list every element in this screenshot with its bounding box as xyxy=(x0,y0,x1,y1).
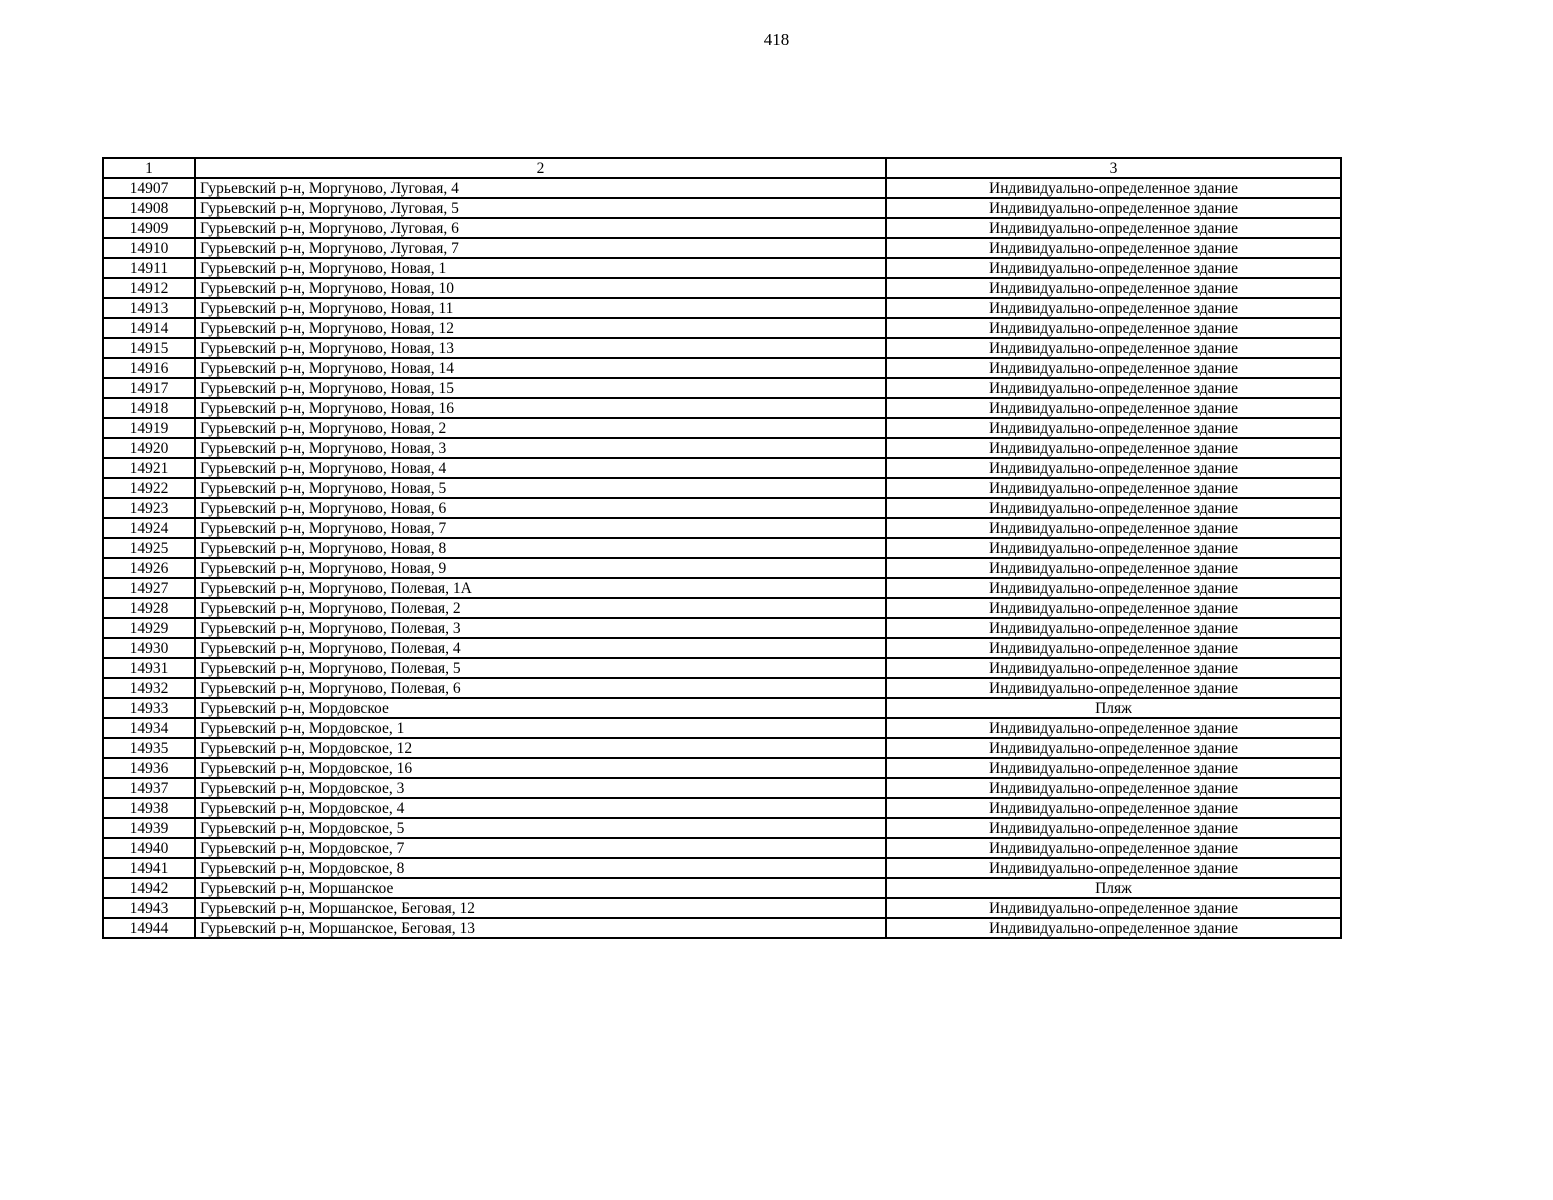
cell-address: Гурьевский р-н, Мордовское, 12 xyxy=(195,738,886,758)
table-row xyxy=(103,878,1341,898)
cell-number: 14912 xyxy=(103,278,195,298)
cell-number: 14936 xyxy=(103,758,195,778)
cell-object-type: Индивидуально-определенное здание xyxy=(886,898,1341,918)
cell-object-type: Индивидуально-определенное здание xyxy=(886,838,1341,858)
column-header-type: 3 xyxy=(886,158,1341,178)
table-row xyxy=(103,338,1341,358)
cell-object-type: Индивидуально-определенное здание xyxy=(886,538,1341,558)
table-row xyxy=(103,898,1341,918)
cell-object-type: Индивидуально-определенное здание xyxy=(886,398,1341,418)
table-row xyxy=(103,518,1341,538)
cell-number: 14911 xyxy=(103,258,195,278)
cell-number: 14909 xyxy=(103,218,195,238)
cell-number: 14932 xyxy=(103,678,195,698)
table-row xyxy=(103,318,1341,338)
cell-address: Гурьевский р-н, Моргуново, Новая, 9 xyxy=(195,558,886,578)
cell-number: 14942 xyxy=(103,878,195,898)
cell-object-type: Пляж xyxy=(886,698,1341,718)
cell-object-type: Индивидуально-определенное здание xyxy=(886,178,1341,198)
cell-number: 14933 xyxy=(103,698,195,718)
table-row xyxy=(103,718,1341,738)
cell-object-type: Индивидуально-определенное здание xyxy=(886,678,1341,698)
cell-object-type: Индивидуально-определенное здание xyxy=(886,338,1341,358)
cell-number: 14943 xyxy=(103,898,195,918)
table-row xyxy=(103,738,1341,758)
cell-object-type: Индивидуально-определенное здание xyxy=(886,478,1341,498)
table-row xyxy=(103,238,1341,258)
cell-number: 14917 xyxy=(103,378,195,398)
cell-address: Гурьевский р-н, Моргуново, Новая, 2 xyxy=(195,418,886,438)
cell-address: Гурьевский р-н, Моргуново, Новая, 16 xyxy=(195,398,886,418)
table-row xyxy=(103,678,1341,698)
registry-table xyxy=(102,157,1342,939)
cell-number: 14926 xyxy=(103,558,195,578)
cell-address: Гурьевский р-н, Мордовское, 4 xyxy=(195,798,886,818)
table-row xyxy=(103,638,1341,658)
cell-number: 14935 xyxy=(103,738,195,758)
cell-number: 14938 xyxy=(103,798,195,818)
cell-address: Гурьевский р-н, Моргуново, Полевая, 1А xyxy=(195,578,886,598)
cell-object-type: Индивидуально-определенное здание xyxy=(886,258,1341,278)
cell-address: Гурьевский р-н, Моргуново, Новая, 8 xyxy=(195,538,886,558)
cell-number: 14925 xyxy=(103,538,195,558)
cell-object-type: Индивидуально-определенное здание xyxy=(886,458,1341,478)
cell-address: Гурьевский р-н, Мордовское, 3 xyxy=(195,778,886,798)
registry-table-body xyxy=(103,158,1341,938)
cell-object-type: Индивидуально-определенное здание xyxy=(886,298,1341,318)
cell-address: Гурьевский р-н, Мордовское, 5 xyxy=(195,818,886,838)
cell-address: Гурьевский р-н, Мордовское, 1 xyxy=(195,718,886,738)
cell-number: 14913 xyxy=(103,298,195,318)
cell-object-type: Индивидуально-определенное здание xyxy=(886,318,1341,338)
cell-number: 14930 xyxy=(103,638,195,658)
cell-object-type: Индивидуально-определенное здание xyxy=(886,918,1341,938)
table-row xyxy=(103,778,1341,798)
cell-object-type: Индивидуально-определенное здание xyxy=(886,578,1341,598)
cell-address: Гурьевский р-н, Моргуново, Луговая, 5 xyxy=(195,198,886,218)
table-row xyxy=(103,358,1341,378)
cell-address: Гурьевский р-н, Моргуново, Новая, 15 xyxy=(195,378,886,398)
table-row xyxy=(103,658,1341,678)
cell-object-type: Индивидуально-определенное здание xyxy=(886,238,1341,258)
table-row xyxy=(103,598,1341,618)
cell-address: Гурьевский р-н, Моргуново, Новая, 11 xyxy=(195,298,886,318)
cell-address: Гурьевский р-н, Моргуново, Новая, 1 xyxy=(195,258,886,278)
table-row xyxy=(103,558,1341,578)
cell-object-type: Индивидуально-определенное здание xyxy=(886,438,1341,458)
table-row xyxy=(103,418,1341,438)
cell-number: 14928 xyxy=(103,598,195,618)
table-row xyxy=(103,178,1341,198)
cell-number: 14940 xyxy=(103,838,195,858)
column-header-address: 2 xyxy=(195,158,886,178)
cell-object-type: Индивидуально-определенное здание xyxy=(886,818,1341,838)
table-header-row xyxy=(103,158,1341,178)
table-row xyxy=(103,278,1341,298)
cell-number: 14934 xyxy=(103,718,195,738)
table-row xyxy=(103,698,1341,718)
cell-address: Гурьевский р-н, Моргуново, Луговая, 6 xyxy=(195,218,886,238)
cell-address: Гурьевский р-н, Моргуново, Полевая, 2 xyxy=(195,598,886,618)
cell-number: 14927 xyxy=(103,578,195,598)
cell-address: Гурьевский р-н, Моргуново, Полевая, 4 xyxy=(195,638,886,658)
cell-number: 14937 xyxy=(103,778,195,798)
cell-address: Гурьевский р-н, Моргуново, Новая, 7 xyxy=(195,518,886,538)
cell-address: Гурьевский р-н, Моргуново, Новая, 6 xyxy=(195,498,886,518)
table-row xyxy=(103,758,1341,778)
table-row xyxy=(103,498,1341,518)
cell-address: Гурьевский р-н, Моргуново, Новая, 12 xyxy=(195,318,886,338)
cell-number: 14908 xyxy=(103,198,195,218)
cell-number: 14922 xyxy=(103,478,195,498)
cell-number: 14915 xyxy=(103,338,195,358)
table-row xyxy=(103,818,1341,838)
cell-address: Гурьевский р-н, Моргуново, Новая, 3 xyxy=(195,438,886,458)
cell-number: 14914 xyxy=(103,318,195,338)
table-row xyxy=(103,838,1341,858)
cell-address: Гурьевский р-н, Мордовское, 7 xyxy=(195,838,886,858)
cell-address: Гурьевский р-н, Мордовское xyxy=(195,698,886,718)
table-row xyxy=(103,618,1341,638)
cell-address: Гурьевский р-н, Моргуново, Луговая, 7 xyxy=(195,238,886,258)
cell-number: 14923 xyxy=(103,498,195,518)
cell-object-type: Индивидуально-определенное здание xyxy=(886,638,1341,658)
cell-number: 14910 xyxy=(103,238,195,258)
cell-object-type: Индивидуально-определенное здание xyxy=(886,418,1341,438)
cell-address: Гурьевский р-н, Моргуново, Новая, 14 xyxy=(195,358,886,378)
cell-number: 14941 xyxy=(103,858,195,878)
cell-object-type: Индивидуально-определенное здание xyxy=(886,758,1341,778)
cell-object-type: Индивидуально-определенное здание xyxy=(886,278,1341,298)
cell-object-type: Индивидуально-определенное здание xyxy=(886,558,1341,578)
column-header-number: 1 xyxy=(103,158,195,178)
cell-object-type: Индивидуально-определенное здание xyxy=(886,778,1341,798)
cell-address: Гурьевский р-н, Моргуново, Полевая, 3 xyxy=(195,618,886,638)
cell-address: Гурьевский р-н, Моргуново, Луговая, 4 xyxy=(195,178,886,198)
cell-object-type: Индивидуально-определенное здание xyxy=(886,598,1341,618)
cell-address: Гурьевский р-н, Мордовское, 8 xyxy=(195,858,886,878)
table-row xyxy=(103,858,1341,878)
cell-object-type: Индивидуально-определенное здание xyxy=(886,618,1341,638)
page-number: 418 xyxy=(763,30,790,49)
cell-number: 14921 xyxy=(103,458,195,478)
cell-number: 14929 xyxy=(103,618,195,638)
table-row xyxy=(103,218,1341,238)
cell-number: 14907 xyxy=(103,178,195,198)
cell-object-type: Индивидуально-определенное здание xyxy=(886,198,1341,218)
table-row xyxy=(103,198,1341,218)
cell-address: Гурьевский р-н, Моргуново, Полевая, 5 xyxy=(195,658,886,678)
cell-address: Гурьевский р-н, Моршанское xyxy=(195,878,886,898)
cell-object-type: Индивидуально-определенное здание xyxy=(886,658,1341,678)
table-row xyxy=(103,258,1341,278)
table-row xyxy=(103,298,1341,318)
cell-object-type: Индивидуально-определенное здание xyxy=(886,498,1341,518)
cell-object-type: Индивидуально-определенное здание xyxy=(886,378,1341,398)
cell-object-type: Индивидуально-определенное здание xyxy=(886,798,1341,818)
table-row xyxy=(103,918,1341,938)
cell-object-type: Индивидуально-определенное здание xyxy=(886,718,1341,738)
table-row xyxy=(103,578,1341,598)
cell-number: 14944 xyxy=(103,918,195,938)
cell-address: Гурьевский р-н, Моршанское, Беговая, 12 xyxy=(195,898,886,918)
table-row xyxy=(103,798,1341,818)
cell-number: 14939 xyxy=(103,818,195,838)
cell-address: Гурьевский р-н, Моргуново, Новая, 4 xyxy=(195,458,886,478)
cell-address: Гурьевский р-н, Моргуново, Полевая, 6 xyxy=(195,678,886,698)
table-row xyxy=(103,398,1341,418)
cell-number: 14931 xyxy=(103,658,195,678)
cell-object-type: Индивидуально-определенное здание xyxy=(886,358,1341,378)
table-row xyxy=(103,478,1341,498)
cell-number: 14924 xyxy=(103,518,195,538)
cell-object-type: Индивидуально-определенное здание xyxy=(886,218,1341,238)
cell-address: Гурьевский р-н, Моргуново, Новая, 5 xyxy=(195,478,886,498)
table-row xyxy=(103,458,1341,478)
cell-number: 14920 xyxy=(103,438,195,458)
cell-object-type: Индивидуально-определенное здание xyxy=(886,738,1341,758)
cell-number: 14919 xyxy=(103,418,195,438)
cell-address: Гурьевский р-н, Моршанское, Беговая, 13 xyxy=(195,918,886,938)
cell-object-type: Индивидуально-определенное здание xyxy=(886,518,1341,538)
cell-object-type: Индивидуально-определенное здание xyxy=(886,858,1341,878)
table-row xyxy=(103,538,1341,558)
cell-address: Гурьевский р-н, Моргуново, Новая, 10 xyxy=(195,278,886,298)
cell-address: Гурьевский р-н, Мордовское, 16 xyxy=(195,758,886,778)
table-row xyxy=(103,438,1341,458)
cell-number: 14918 xyxy=(103,398,195,418)
cell-number: 14916 xyxy=(103,358,195,378)
cell-address: Гурьевский р-н, Моргуново, Новая, 13 xyxy=(195,338,886,358)
table-row xyxy=(103,378,1341,398)
cell-object-type: Пляж xyxy=(886,878,1341,898)
